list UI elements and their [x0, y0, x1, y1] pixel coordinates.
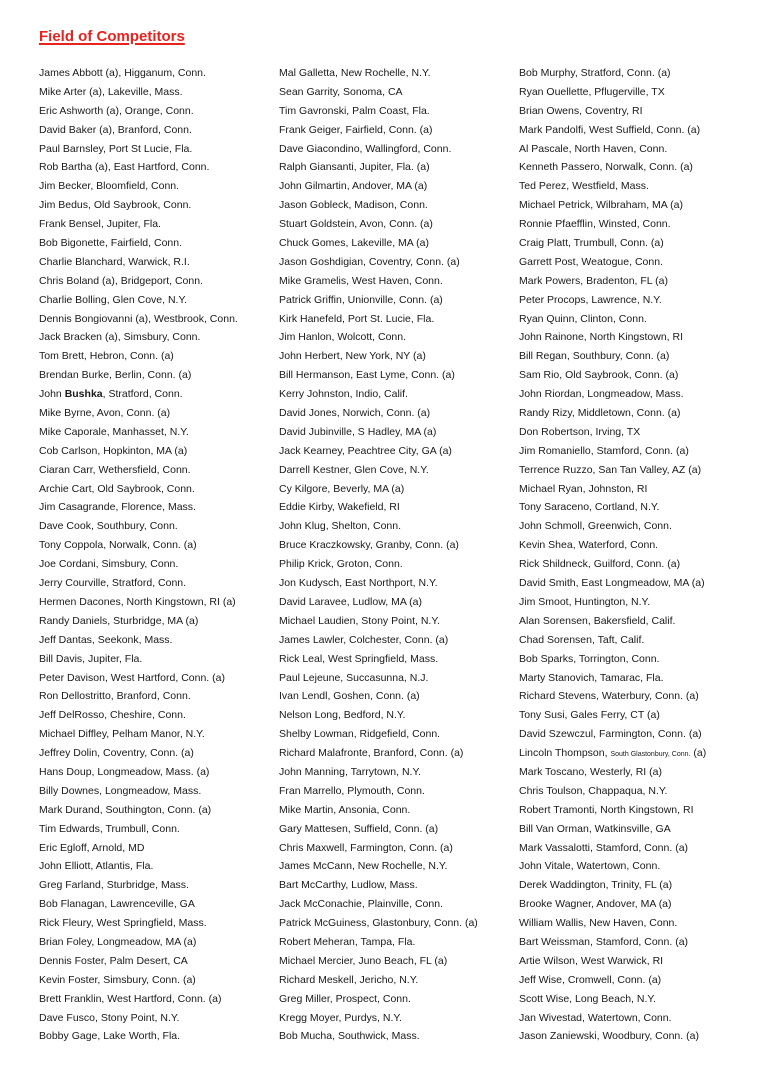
competitor-entry: Stuart Goldstein, Avon, Conn. (a)	[279, 218, 433, 231]
competitor-entry: Dave Giacondino, Wallingford, Conn.	[279, 142, 452, 155]
competitor-entry: Kirk Hanefeld, Port St. Lucie, Fla.	[279, 312, 435, 325]
competitor-entry: David Szewczul, Farmington, Conn. (a)	[519, 728, 702, 741]
competitor-entry: Tim Gavronski, Palm Coast, Fla.	[279, 104, 430, 117]
competitor-entry: Mike Caporale, Manhasset, N.Y.	[39, 425, 189, 438]
competitor-name-rest: , Stratford, Conn.	[102, 388, 183, 401]
competitor-entry: Ronnie Pfaefflin, Winsted, Conn.	[519, 218, 671, 231]
competitor-name-rest: (a)	[690, 747, 707, 760]
competitor-entry: Randy Daniels, Sturbridge, MA (a)	[39, 614, 199, 627]
competitor-entry: John Herbert, New York, NY (a)	[279, 350, 426, 363]
competitor-entry: Jim Smoot, Huntington, N.Y.	[519, 595, 651, 608]
competitor-entry: Bob Murphy, Stratford, Conn. (a)	[519, 67, 671, 79]
competitor-entry: Jeffrey Dolin, Coventry, Conn. (a)	[39, 747, 194, 760]
competitor-entry: Frank Geiger, Fairfield, Conn. (a)	[279, 123, 433, 136]
competitor-entry: Cy Kilgore, Beverly, MA (a)	[279, 482, 405, 495]
competitor-entry	[39, 385, 238, 404]
competitor-entry: Jim Bedus, Old Saybrook, Conn.	[39, 199, 192, 212]
competitor-entry: Jack Kearney, Peachtree City, GA (a)	[279, 444, 452, 457]
competitor-entry: James McCann, New Rochelle, N.Y.	[279, 860, 448, 873]
competitor-entry: James Lawler, Colchester, Conn. (a)	[279, 633, 449, 646]
competitor-entry: William Wallis, New Haven, Conn.	[519, 917, 678, 930]
competitor-entry: Jeff Wise, Cromwell, Conn. (a)	[519, 973, 662, 986]
competitor-entry: Philip Krick, Groton, Conn.	[279, 558, 403, 571]
competitor-location-small: South Glastonbury, Conn.	[610, 751, 691, 759]
competitor-entry: Brian Foley, Longmeadow, MA (a)	[39, 935, 197, 948]
competitor-entry: Ralph Giansanti, Jupiter, Fla. (a)	[279, 161, 430, 174]
competitor-entry: Richard Malafronte, Branford, Conn. (a)	[279, 747, 464, 760]
competitor-entry: Terrence Ruzzo, San Tan Valley, AZ (a)	[519, 463, 702, 476]
competitor-entry: Garrett Post, Weatogue, Conn.	[519, 255, 663, 268]
competitor-entry: Peter Procops, Lawrence, N.Y.	[519, 293, 662, 306]
competitor-entry: Joe Cordani, Simsbury, Conn.	[39, 558, 179, 571]
page-title: Field of Competitors	[39, 28, 185, 45]
competitor-entry: Robert Meheran, Tampa, Fla.	[279, 935, 416, 948]
competitor-entry: Patrick Griffin, Unionville, Conn. (a)	[279, 293, 443, 306]
competitor-entry: Randy Rizy, Middletown, Conn. (a)	[519, 407, 681, 420]
competitor-entry: Tony Saraceno, Cortland, N.Y.	[519, 501, 660, 514]
competitor-entry: David Jubinville, S Hadley, MA (a)	[279, 425, 437, 438]
competitor-entry: John Schmoll, Greenwich, Conn.	[519, 520, 672, 533]
competitor-entry: Marty Stanovich, Tamarac, Fla.	[519, 671, 664, 684]
competitor-entry: Jeff Dantas, Seekonk, Mass.	[39, 633, 173, 646]
competitor-entry: John Klug, Shelton, Conn.	[279, 520, 402, 533]
competitor-entry: Mark Powers, Bradenton, FL (a)	[519, 274, 668, 287]
competitor-entry: Michael Diffley, Pelham Manor, N.Y.	[39, 728, 205, 741]
competitor-entry: Nelson Long, Bedford, N.Y.	[279, 709, 406, 722]
competitor-entry: Rick Leal, West Springfield, Mass.	[279, 652, 439, 665]
competitor-name-part: John	[39, 388, 65, 401]
competitor-entry: Jack McConachie, Plainville, Conn.	[279, 898, 443, 911]
competitor-entry: Fran Marrello, Plymouth, Conn.	[279, 784, 425, 797]
competitor-entry: Jeff DelRosso, Cheshire, Conn.	[39, 709, 186, 722]
competitor-entry: Brian Owens, Coventry, RI	[519, 104, 643, 117]
competitor-entry: James Abbott (a), Higganum, Conn.	[39, 67, 206, 79]
competitor-entry: Jerry Courville, Stratford, Conn.	[39, 577, 187, 590]
competitor-entry: Mike Martin, Ansonia, Conn.	[279, 803, 411, 816]
competitor-entry: Michael Laudien, Stony Point, N.Y.	[279, 614, 440, 627]
competitor-entry: Greg Miller, Prospect, Conn.	[279, 992, 411, 1005]
competitor-entry: Bill Davis, Jupiter, Fla.	[39, 652, 143, 665]
competitor-name-bold: Bushka	[64, 388, 103, 401]
competitor-entry: Tony Coppola, Norwalk, Conn. (a)	[39, 539, 197, 552]
competitor-entry: Dave Fusco, Stony Point, N.Y.	[39, 1011, 180, 1024]
competitor-entry: Rick Shildneck, Guilford, Conn. (a)	[519, 558, 681, 571]
competitor-entry: Mike Arter (a), Lakeville, Mass.	[39, 85, 183, 98]
competitor-entry: Ciaran Carr, Wethersfield, Conn.	[39, 463, 191, 476]
competitor-entry: Chuck Gomes, Lakeville, MA (a)	[279, 237, 429, 250]
competitor-entry: Hans Doup, Longmeadow, Mass. (a)	[39, 765, 210, 778]
competitor-entry: Bart McCarthy, Ludlow, Mass.	[279, 879, 418, 892]
competitor-entry: John Vitale, Watertown, Conn.	[519, 860, 661, 873]
competitor-entry: Charlie Bolling, Glen Cove, N.Y.	[39, 293, 188, 306]
competitor-entry: Jim Casagrande, Florence, Mass.	[39, 501, 196, 514]
competitor-entry: Peter Davison, West Hartford, Conn. (a)	[39, 671, 225, 684]
competitor-entry: Craig Platt, Trumbull, Conn. (a)	[519, 237, 664, 250]
competitor-entry: Jon Kudysch, East Northport, N.Y.	[279, 577, 438, 590]
competitor-entry: Rick Fleury, West Springfield, Mass.	[39, 917, 207, 930]
competitor-entry: Tony Susi, Gales Ferry, CT (a)	[519, 709, 660, 722]
competitor-entry: Charlie Blanchard, Warwick, R.I.	[39, 255, 190, 268]
competitor-entry: Tom Brett, Hebron, Conn. (a)	[39, 350, 174, 363]
competitor-entry: Bob Sparks, Torrington, Conn.	[519, 652, 660, 665]
competitor-column-3	[519, 64, 706, 1046]
competitor-entry: Robert Tramonti, North Kingstown, RI	[519, 803, 694, 816]
competitor-entry: Mark Toscano, Westerly, RI (a)	[519, 765, 662, 778]
competitor-entry: Rob Bartha (a), East Hartford, Conn.	[39, 161, 210, 174]
competitor-entry: Shelby Lowman, Ridgefield, Conn.	[279, 728, 441, 741]
competitor-entry: Brooke Wagner, Andover, MA (a)	[519, 898, 672, 911]
competitor-entry: Bob Flanagan, Lawrenceville, GA	[39, 898, 195, 911]
competitor-entry: David Baker (a), Branford, Conn.	[39, 123, 192, 136]
competitor-entry: John Gilmartin, Andover, MA (a)	[279, 180, 428, 193]
competitor-entry: Derek Waddington, Trinity, FL (a)	[519, 879, 673, 892]
competitor-entry: John Elliott, Atlantis, Fla.	[39, 860, 154, 873]
competitor-entry: Mark Vassalotti, Stamford, Conn. (a)	[519, 841, 689, 854]
competitor-entry: Kerry Johnston, Indio, Calif.	[279, 388, 408, 401]
competitor-entry: Eddie Kirby, Wakefield, RI	[279, 501, 400, 514]
competitor-entry: Eric Ashworth (a), Orange, Conn.	[39, 104, 194, 117]
competitor-entry: Darrell Kestner, Glen Cove, N.Y.	[279, 463, 429, 476]
competitor-entry: Jason Goshdigian, Coventry, Conn. (a)	[279, 255, 460, 268]
competitor-entry: David Smith, East Longmeadow, MA (a)	[519, 577, 705, 590]
competitor-entry: Bobby Gage, Lake Worth, Fla.	[39, 1030, 181, 1043]
competitor-entry: Dennis Foster, Palm Desert, CA	[39, 954, 188, 967]
competitor-entry: Patrick McGuiness, Glastonbury, Conn. (a)	[279, 917, 478, 930]
competitor-entry: Mark Pandolfi, West Suffield, Conn. (a)	[519, 123, 701, 136]
competitor-entry: Brett Franklin, West Hartford, Conn. (a)	[39, 992, 222, 1005]
competitor-entry: Jason Zaniewski, Woodbury, Conn. (a)	[519, 1030, 699, 1043]
competitor-entry: Dave Cook, Southbury, Conn.	[39, 520, 178, 533]
competitor-column-2	[279, 64, 478, 1046]
competitor-entry: Archie Cart, Old Saybrook, Conn.	[39, 482, 195, 495]
competitor-entry: Bob Bigonette, Fairfield, Conn.	[39, 237, 183, 250]
competitor-entry: Frank Bensel, Jupiter, Fla.	[39, 218, 161, 231]
competitor-entry: Greg Farland, Sturbridge, Mass.	[39, 879, 189, 892]
competitor-entry: John Manning, Tarrytown, N.Y.	[279, 765, 422, 778]
competitor-entry: John Rainone, North Kingstown, RI	[519, 331, 684, 344]
competitor-entry: Tim Edwards, Trumbull, Conn.	[39, 822, 180, 835]
competitor-entry: Don Robertson, Irving, TX	[519, 425, 641, 438]
competitor-entry: Sean Garrity, Sonoma, CA	[279, 85, 403, 98]
competitor-entry: Dennis Bongiovanni (a), Westbrook, Conn.	[39, 312, 238, 325]
competitor-entry: Jason Gobleck, Madison, Conn.	[279, 199, 428, 212]
competitor-entry: Alan Sorensen, Bakersfield, Calif.	[519, 614, 676, 627]
competitor-entry: Sam Rio, Old Saybrook, Conn. (a)	[519, 369, 679, 382]
competitor-entry: Jack Bracken (a), Simsbury, Conn.	[39, 331, 201, 344]
competitor-entry: Chris Toulson, Chappaqua, N.Y.	[519, 784, 668, 797]
competitor-entry: Ryan Quinn, Clinton, Conn.	[519, 312, 647, 325]
competitor-entry: Ivan Lendl, Goshen, Conn. (a)	[279, 690, 420, 703]
competitor-entry: Brendan Burke, Berlin, Conn. (a)	[39, 369, 192, 382]
competitor-entry: Bob Mucha, Southwick, Mass.	[279, 1030, 420, 1043]
competitor-entry: Chad Sorensen, Taft, Calif.	[519, 633, 645, 646]
competitor-entry: John Riordan, Longmeadow, Mass.	[519, 388, 684, 401]
competitor-entry: Bill Van Orman, Watkinsville, GA	[519, 822, 671, 835]
competitor-entry: Billy Downes, Longmeadow, Mass.	[39, 784, 202, 797]
competitor-entry: Jim Hanlon, Wolcott, Conn.	[279, 331, 407, 344]
competitor-entry: Paul Barnsley, Port St Lucie, Fla.	[39, 142, 193, 155]
competitor-name-part: Lincoln Thompson,	[519, 747, 611, 760]
competitor-entry: Jim Romaniello, Stamford, Conn. (a)	[519, 444, 689, 457]
competitor-entry: Scott Wise, Long Beach, N.Y.	[519, 992, 656, 1005]
competitor-entry: Mike Byrne, Avon, Conn. (a)	[39, 407, 171, 420]
competitor-entry: Chris Maxwell, Farmington, Conn. (a)	[279, 841, 453, 854]
competitor-entry: Eric Egloff, Arnold, MD	[39, 841, 145, 854]
competitor-entry: Michael Ryan, Johnston, RI	[519, 482, 648, 495]
competitor-entry: Mike Gramelis, West Haven, Conn.	[279, 274, 443, 287]
competitor-entry: Bill Regan, Southbury, Conn. (a)	[519, 350, 670, 363]
competitor-entry: Artie Wilson, West Warwick, RI	[519, 954, 664, 967]
competitor-entry: Bart Weissman, Stamford, Conn. (a)	[519, 935, 689, 948]
competitor-entry: Cob Carlson, Hopkinton, MA (a)	[39, 444, 188, 457]
competitor-entry: Ryan Ouellette, Pflugerville, TX	[519, 85, 665, 98]
competitor-entry: Mal Galletta, New Rochelle, N.Y.	[279, 67, 431, 79]
competitor-entry: Gary Mattesen, Suffield, Conn. (a)	[279, 822, 439, 835]
competitor-entry: Paul Lejeune, Succasunna, N.J.	[279, 671, 429, 684]
competitor-entry: Kregg Moyer, Purdys, N.Y.	[279, 1011, 402, 1024]
competitor-entry: Al Pascale, North Haven, Conn.	[519, 142, 668, 155]
competitor-entry: Michael Mercier, Juno Beach, FL (a)	[279, 954, 448, 967]
competitor-entry: Ted Perez, Westfield, Mass.	[519, 180, 649, 193]
competitor-entry: Kenneth Passero, Norwalk, Conn. (a)	[519, 161, 693, 174]
competitor-entry	[519, 744, 706, 763]
competitor-entry: Jim Becker, Bloomfield, Conn.	[39, 180, 180, 193]
competitor-entry: David Jones, Norwich, Conn. (a)	[279, 407, 431, 420]
competitor-entry: Michael Petrick, Wilbraham, MA (a)	[519, 199, 683, 212]
competitor-entry: Bruce Kraczkowsky, Granby, Conn. (a)	[279, 539, 459, 552]
competitor-column-1	[39, 64, 238, 1046]
competitor-entry: Kevin Foster, Simsbury, Conn. (a)	[39, 973, 196, 986]
competitor-entry: Jan Wivestad, Watertown, Conn.	[519, 1011, 672, 1024]
competitor-entry: Ron Dellostritto, Branford, Conn.	[39, 690, 191, 703]
competitor-entry: Kevin Shea, Waterford, Conn.	[519, 539, 659, 552]
competitor-entry: Richard Stevens, Waterbury, Conn. (a)	[519, 690, 699, 703]
competitor-entry: David Laravee, Ludlow, MA (a)	[279, 595, 422, 608]
competitor-entry: Mark Durand, Southington, Conn. (a)	[39, 803, 212, 816]
competitor-entry: Hermen Dacones, North Kingstown, RI (a)	[39, 595, 236, 608]
competitor-entry: Bill Hermanson, East Lyme, Conn. (a)	[279, 369, 455, 382]
competitor-entry: Chris Boland (a), Bridgeport, Conn.	[39, 274, 203, 287]
competitor-entry: Richard Meskell, Jericho, N.Y.	[279, 973, 419, 986]
